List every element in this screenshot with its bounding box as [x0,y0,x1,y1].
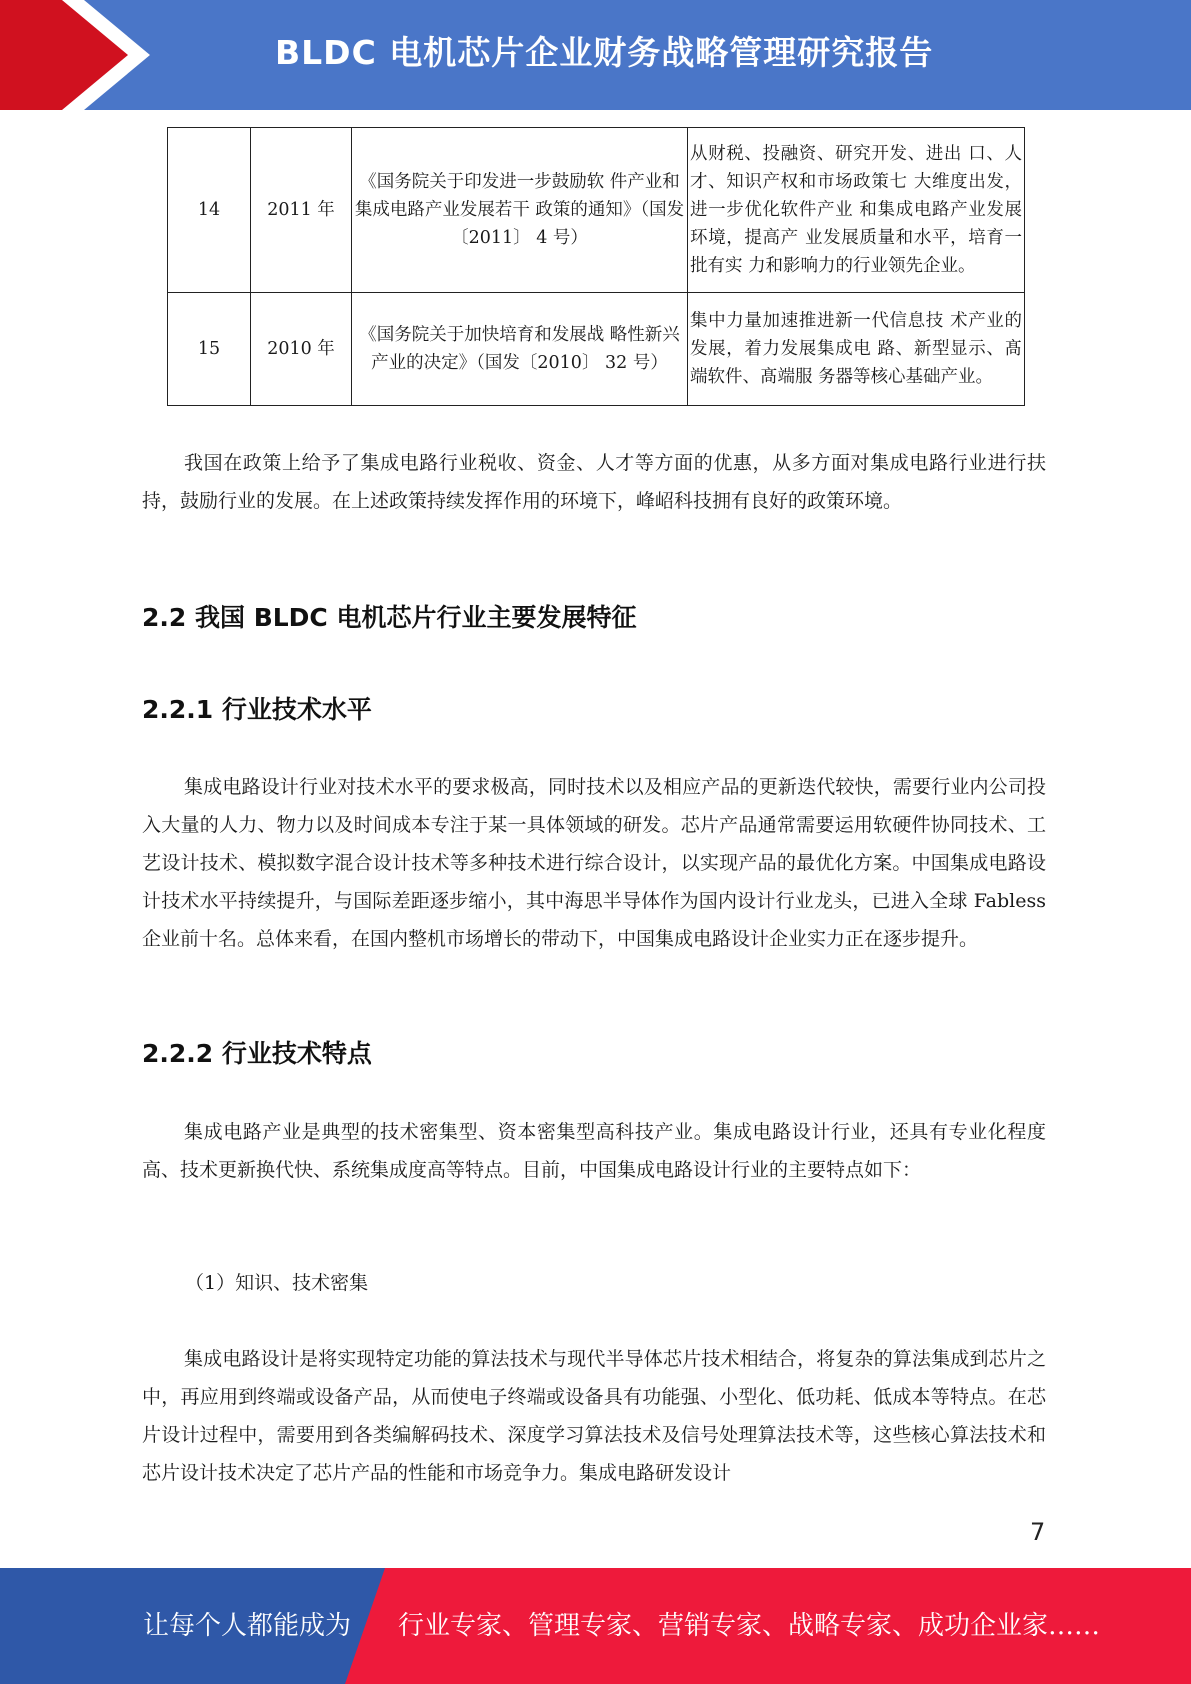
report-title: BLDC 电机芯片企业财务战略管理研究报告 [275,33,934,72]
footer-slogan-right: 行业专家、管理专家、营销专家、战略专家、成功企业家…… [398,1611,1101,1641]
section-heading-2-2: 2.2 我国 BLDC 电机芯片行业主要发展特征 [142,603,637,632]
list-item-knowledge-intensive: （1）知识、技术密集 [185,1272,369,1294]
table-row [168,128,1025,293]
paragraph-policy-summary: 我国在政策上给予了集成电路行业税收、资金、人才等方面的优惠，从多方面对集成电路行业进行扶持，鼓励行业的发展。在上述政策持续发挥作用的环境下，峰岹科技拥有良好的政策环境。 [142,452,1046,512]
section-heading-2-2-1: 2.2.1 行业技术水平 [142,695,372,724]
section-heading-2-2-2: 2.2.2 行业技术特点 [142,1039,372,1068]
table-row [168,293,1025,406]
table-cell-description: 从财税、投融资、研究开发、进出 口、人才、知识产权和市场政策七 大维度出发，进一步优化软件产业 和集成电路产业发展环境，提高产 业发展质量和水平，培育一批有实 力和影响力的行业领先企业。 [688,128,1025,293]
paragraph-ic-design: 集成电路设计是将实现特定功能的算法技术与现代半导体芯片技术相结合，将复杂的算法集成到芯片之中，再应用到终端或设备产品，从而使电子终端或设备具有功能强、小型化、低功耗、低成本等特点。在芯片设计过程中，需要用到各类编解码技术、深度学习算法技术及信号处理算法技术等，这些核心算法技术和芯片设计技术决定了芯片产品的性能和市场竞争力。集成电路研发设计 [142,1348,1046,1484]
table-cell-number: 15 [168,293,251,406]
table-cell-number: 14 [168,128,251,293]
policy-table [167,127,1025,406]
paragraph-technology-level: 集成电路设计行业对技术水平的要求极高，同时技术以及相应产品的更新迭代较快，需要行业内公司投入大量的人力、物力以及时间成本专注于某一具体领域的研发。芯片产品通常需要运用软硬件协同技术、工艺设计技术、模拟数字混合设计技术等多种技术进行综合设计，以实现产品的最优化方案。中国集成电路设计技术水平持续提升，与国际差距逐步缩小，其中海思半导体作为国内设计行业龙头，已进入全球 Fabless 企业前十名。总体来看，在国内整机市场增长的带动下，中国集成电路设计企业实力正在逐步提升。 [142,776,1046,950]
page-footer [0,1568,1191,1684]
paragraph-technology-features: 集成电路产业是典型的技术密集型、资本密集型高科技产业。集成电路设计行业，还具有专业化程度高、技术更新换代快、系统集成度高等特点。目前，中国集成电路设计行业的主要特点如下： [142,1121,1046,1181]
table-cell-year: 2011 年 [251,128,352,293]
table-cell-document: 《国务院关于印发进一步鼓励软 件产业和集成电路产业发展若干 政策的通知》（国发〔2011〕 4 号） [352,128,688,293]
footer-slogan-left: 让每个人都能成为 [143,1611,352,1641]
page-header [0,0,1191,110]
table-cell-document: 《国务院关于加快培育和发展战 略性新兴产业的决定》（国发〔2010〕 32 号） [352,293,688,406]
table-cell-year: 2010 年 [251,293,352,406]
header-red-chevron [0,0,150,110]
page-number: 7 [1030,1518,1046,1546]
table-cell-description: 集中力量加速推进新一代信息技 术产业的发展，着力发展集成电 路、新型显示、髙端软件、髙端服 务器等核心基础产业。 [688,293,1025,406]
